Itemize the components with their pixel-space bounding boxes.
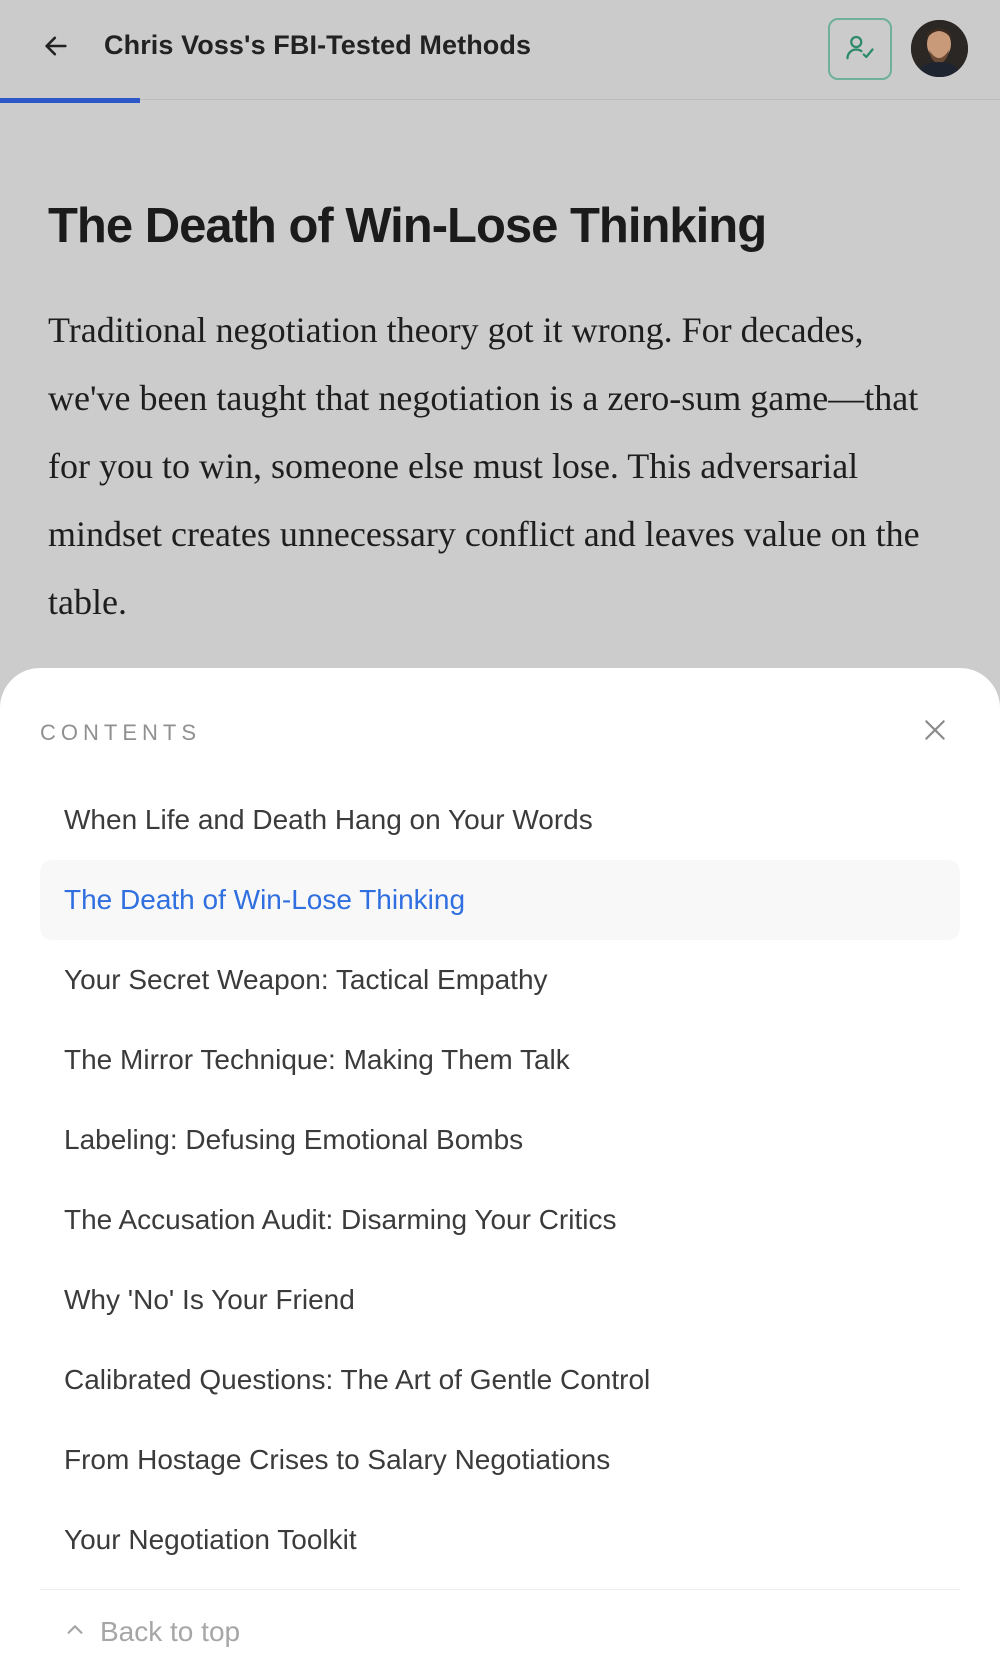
book-title: Chris Voss's FBI-Tested Methods xyxy=(104,30,532,60)
user-check-icon xyxy=(845,32,875,67)
reading-progress-bar xyxy=(0,98,1000,103)
contents-item[interactable]: Labeling: Defusing Emotional Bombs xyxy=(64,1124,524,1155)
follow-author-button[interactable] xyxy=(828,18,892,80)
section-title: The Death of Win-Lose Thinking xyxy=(48,199,767,253)
back-to-top-button[interactable] xyxy=(64,1616,240,1648)
contents-item[interactable]: The Accusation Audit: Disarming Your Critics xyxy=(64,1204,617,1235)
contents-item[interactable]: The Death of Win-Lose Thinking xyxy=(40,860,960,940)
close-icon xyxy=(922,717,948,748)
contents-item[interactable]: When Life and Death Hang on Your Words xyxy=(64,804,593,835)
contents-item[interactable]: Your Secret Weapon: Tactical Empathy xyxy=(64,964,548,995)
top-bar xyxy=(0,0,1000,100)
contents-item[interactable]: From Hostage Crises to Salary Negotiations xyxy=(64,1444,611,1475)
back-button[interactable] xyxy=(36,28,76,68)
contents-heading: CONTENTS xyxy=(40,720,201,745)
divider xyxy=(40,1589,960,1590)
arrow-left-icon xyxy=(42,32,70,65)
contents-sheet xyxy=(0,668,1000,1664)
contents-item[interactable]: The Mirror Technique: Making Them Talk xyxy=(64,1044,570,1075)
chevron-up-icon xyxy=(64,1616,86,1648)
contents-item[interactable]: Your Negotiation Toolkit xyxy=(64,1524,357,1555)
avatar[interactable] xyxy=(911,20,968,77)
close-button[interactable] xyxy=(915,712,955,752)
contents-item[interactable]: Calibrated Questions: The Art of Gentle Control xyxy=(64,1364,651,1395)
contents-list xyxy=(40,780,960,1580)
contents-item[interactable]: Why 'No' Is Your Friend xyxy=(64,1284,355,1315)
reading-progress-fill xyxy=(0,98,140,103)
section-paragraph: Traditional negotiation theory got it wrong. For decades, we've been taught that negotiation is a zero-sum game—that for you to win, someone else must lose. This adversarial mindset creates unnecessary conflict and leaves value on the table. xyxy=(48,310,920,622)
back-to-top-label: Back to top xyxy=(100,1616,241,1647)
